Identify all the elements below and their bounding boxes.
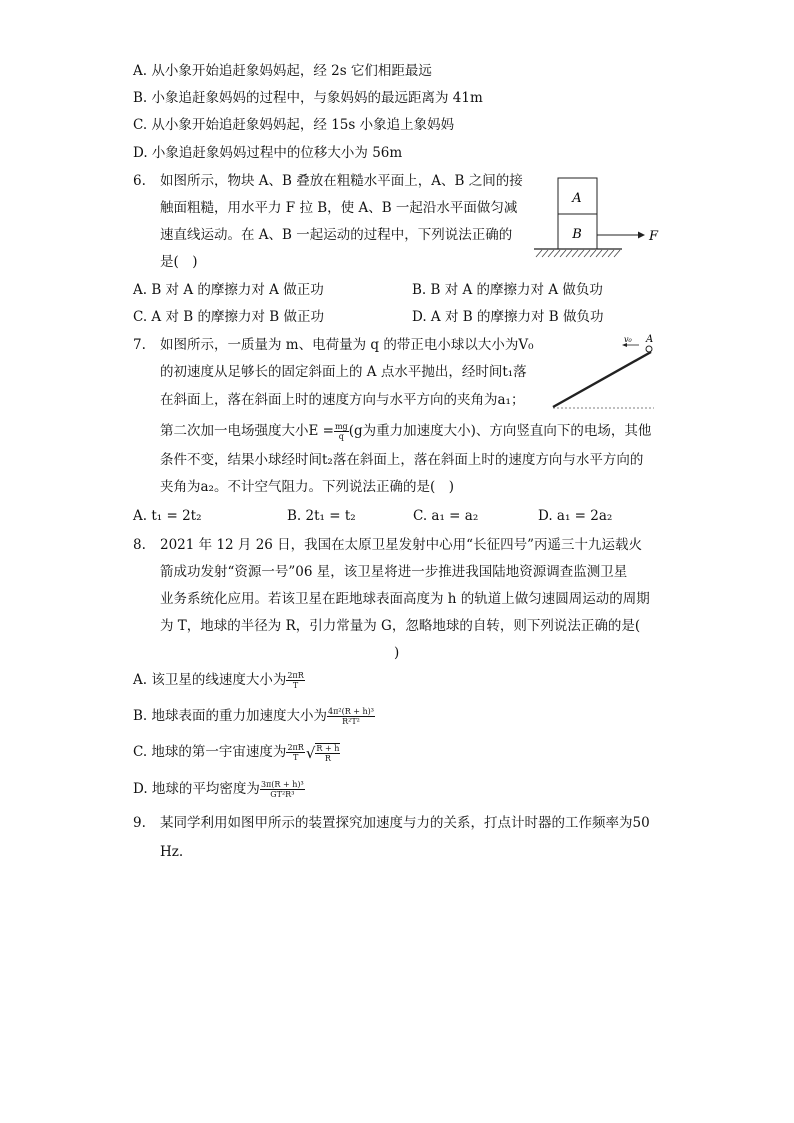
- q8-option-b-formula: [327, 707, 375, 726]
- q7-figure: [548, 332, 660, 414]
- q7-stem-line-3: 在斜面上，落在斜面上时的速度方向与水平方向的夹角为a₁；: [160, 392, 525, 408]
- q8-option-d: [133, 779, 305, 799]
- q8-b-numerator: 4π²(R + h)³: [328, 707, 374, 716]
- block-a-label: A: [572, 191, 582, 206]
- q5-option-b: B. 小象追赶象妈妈的过程中，与象妈妈的最远距离为 41m: [133, 90, 483, 106]
- ground-hatch: [536, 250, 620, 257]
- q7-number: 7.: [133, 337, 146, 353]
- q9-stem-line-1: 某同学利用如图甲所示的装置探究加速度与力的关系，打点计时器的工作频率为50: [160, 815, 650, 831]
- field-formula-top: mg: [334, 422, 348, 431]
- q7-option-d: D. a₁ = 2a₂: [538, 508, 613, 524]
- v0-label: v₀: [624, 335, 632, 344]
- point-a-label: A: [646, 334, 654, 345]
- q8-a-numerator: 2πR: [287, 671, 304, 680]
- q7-stem-line-2: 的初速度从足够长的固定斜面上的 A 点水平抛出，经时间t₁落: [160, 364, 527, 380]
- q8-d-denominator: GT²R³: [270, 790, 295, 799]
- q9-stem-line-2: Hz.: [160, 844, 184, 860]
- q6-option-c: C. A 对 B 的摩擦力对 B 做正功: [133, 309, 324, 325]
- q8-option-b: [133, 706, 375, 726]
- q8-d-numerator: 3π(R + h)³: [260, 780, 304, 789]
- block-b-label: B: [572, 227, 582, 242]
- q5-option-a: A. 从小象开始追赶象妈妈起，经 2s 它们相距最远: [133, 63, 432, 79]
- q7-stem-line-6: 夹角为a₂。不计空气阻力。下列说法正确的是( ): [160, 479, 454, 495]
- q8-option-c-root: [315, 743, 340, 763]
- q8-option-c-text: C. 地球的第一宇宙速度为: [133, 744, 287, 760]
- sqrt-sign: √: [305, 743, 316, 762]
- q7-stem-line-5: 条件不变，结果小球经时间t₂落在斜面上，落在斜面上时的速度方向与水平方向的: [160, 452, 644, 468]
- q8-stem-line-1: 2021 年 12 月 26 日，我国在太原卫星发射中心用“长征四号”丙遥三十九运载火: [160, 537, 642, 553]
- q8-c-root-denominator: R: [324, 753, 331, 763]
- q6-stem-line-2: 触面粗糙，用水平力 F 拉 B，使 A、B 一起沿水平面做匀减: [160, 200, 518, 216]
- q8-option-a-text: A. 该卫星的线速度大小为: [133, 672, 287, 688]
- q8-option-a-formula: [286, 671, 304, 690]
- q6-number: 6.: [133, 173, 146, 189]
- q7-option-a: A. t₁ = 2t₂: [133, 508, 202, 524]
- q8-stem-line-3: 业务系统化应用。若该卫星在距地球表面高度为 h 的轨道上做匀速圆周运动的周期: [160, 591, 650, 607]
- q8-option-c-formula: [286, 743, 304, 762]
- q8-b-denominator: R²T²: [342, 717, 360, 726]
- field-formula-bottom: q: [338, 432, 344, 441]
- q6-stem-line-3: 速直线运动。在 A、B 一起运动的过程中，下列说法正确的: [160, 227, 513, 243]
- q8-stem-line-2: 箭成功发射“资源一号”06 星，该卫星将进一步推进我国陆地资源调查监测卫星: [160, 564, 628, 580]
- q8-option-d-text: D. 地球的平均密度为: [133, 781, 260, 797]
- q7-option-b: B. 2t₁ = t₂: [287, 508, 356, 524]
- q8-stem-line-4: 为 T，地球的半径为 R，引力常量为 G，忽略地球的自转，则下列说法正确的是(: [160, 618, 641, 634]
- q7-line4-part-b: (g为重力加速度大小)、方向竖直向下的电场，其他: [348, 423, 652, 439]
- q6-stem-line-4: 是( ): [160, 254, 198, 270]
- q5-option-d: D. 小象追赶象妈妈过程中的位移大小为 56m: [133, 145, 403, 161]
- q6-stem-line-1: 如图所示，物块 A、B 叠放在粗糙水平面上，A、B 之间的接: [160, 173, 523, 189]
- q8-option-c: [133, 742, 340, 762]
- q6-option-d: D. A 对 B 的摩擦力对 B 做负功: [412, 309, 604, 325]
- q8-option-a: [133, 670, 305, 690]
- field-formula: [334, 422, 349, 441]
- force-arrow-head: [638, 232, 645, 239]
- q8-a-denominator: T: [292, 681, 299, 690]
- q6-option-b: B. B 对 A 的摩擦力对 A 做负功: [412, 282, 603, 298]
- q8-c-denominator: T: [292, 753, 299, 762]
- q8-c-numerator: 2πR: [287, 743, 304, 752]
- q8-number: 8.: [133, 537, 146, 553]
- q8-option-d-formula: [260, 780, 305, 799]
- q8-stem-line-5: ): [394, 645, 400, 661]
- q9-number: 9.: [133, 815, 146, 831]
- force-label: F: [649, 229, 659, 244]
- ball: [646, 346, 652, 352]
- q7-line4-part-a: 第二次加一电场强度大小E =: [160, 423, 334, 439]
- q6-figure: [528, 174, 668, 266]
- q7-option-c: C. a₁ = a₂: [413, 508, 479, 524]
- q6-option-a: A. B 对 A 的摩擦力对 A 做正功: [133, 282, 324, 298]
- q7-stem-line-1: 如图所示，一质量为 m、电荷量为 q 的带正电小球以大小为V₀: [160, 337, 534, 353]
- q5-option-c: C. 从小象开始追赶象妈妈起，经 15s 小象追上象妈妈: [133, 117, 455, 133]
- q8-option-b-text: B. 地球表面的重力加速度大小为: [133, 708, 328, 724]
- q8-c-root-numerator: R + h: [316, 743, 340, 753]
- incline-surface: [553, 352, 651, 407]
- q7-stem-line-4: [160, 421, 651, 441]
